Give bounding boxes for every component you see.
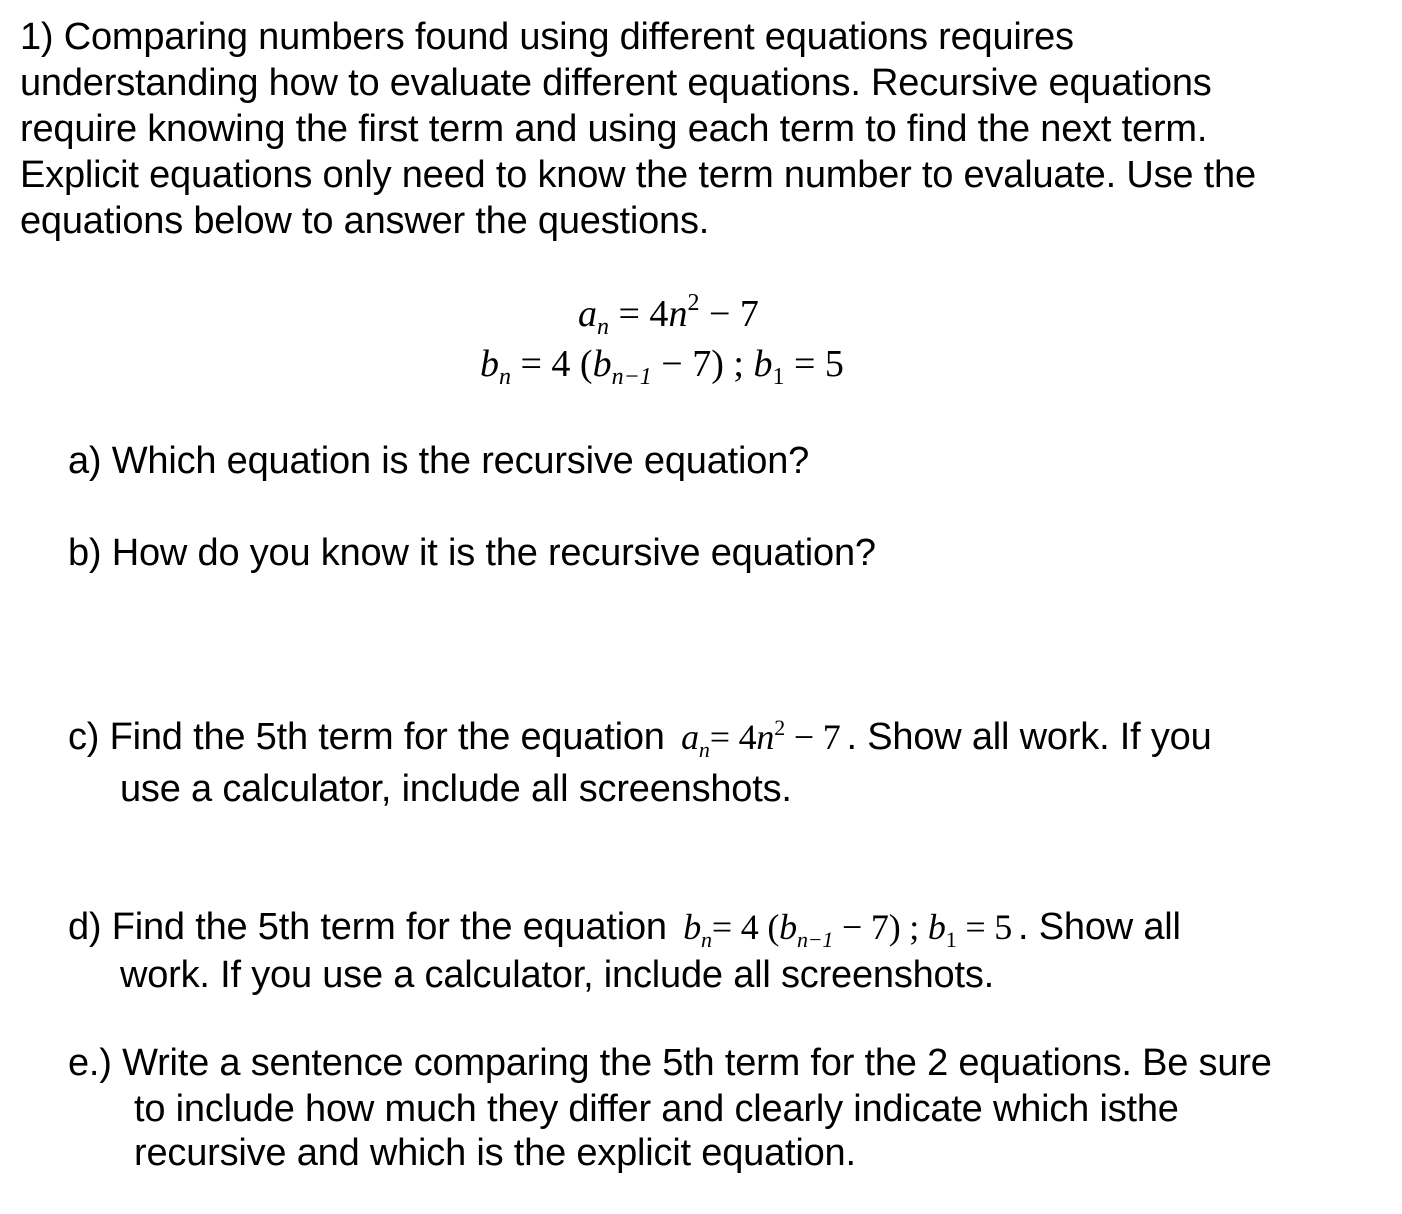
explicit-equation xyxy=(578,290,759,340)
eq-text: = 4 ( xyxy=(520,343,593,385)
eq-text: = 4 xyxy=(709,717,757,757)
intro-line: Explicit equations only need to know the term number to evaluate. Use the xyxy=(20,154,1256,196)
eq-text: − 7 xyxy=(785,717,841,757)
eq-text: = 4 ( xyxy=(711,907,780,947)
question-d xyxy=(68,904,1181,950)
question-b: b) How do you know it is the recursive equation? xyxy=(68,532,876,574)
inline-recursive-equation xyxy=(683,907,1013,952)
recursive-equation xyxy=(480,342,844,390)
eq-variable: b xyxy=(779,907,797,947)
eq-text: − 7 xyxy=(699,293,759,335)
question-d-line2: work. If you use a calculator, include all screenshots. xyxy=(120,954,995,996)
eq-subscript: n xyxy=(499,364,511,390)
question-e-line2: to include how much they differ and clearly indicate which isthe xyxy=(134,1088,1179,1130)
inline-explicit-equation xyxy=(681,715,841,762)
eq-variable: b xyxy=(753,343,773,385)
eq-subscript: n−1 xyxy=(611,364,652,390)
eq-subscript: n xyxy=(698,737,710,762)
eq-exponent: 2 xyxy=(687,290,700,316)
eq-variable: a xyxy=(578,293,597,335)
eq-text: = 5 xyxy=(956,907,1013,947)
question-d-text: d) Find the 5th term for the equation xyxy=(68,906,667,948)
eq-subscript: n−1 xyxy=(796,927,834,952)
intro-line: equations below to answer the questions. xyxy=(20,200,710,242)
eq-subscript: 1 xyxy=(945,927,957,952)
eq-subscript: n xyxy=(597,314,609,340)
question-c-line2: use a calculator, include all screenshots. xyxy=(120,768,792,810)
eq-variable: b xyxy=(683,907,702,947)
eq-text: − 7) ; xyxy=(833,907,928,947)
intro-paragraph xyxy=(20,14,1390,244)
eq-variable: b xyxy=(927,907,946,947)
eq-variable: n xyxy=(756,717,775,757)
question-e-line3: recursive and which is the explicit equation. xyxy=(134,1132,856,1174)
eq-variable: b xyxy=(592,343,612,385)
question-c-text: c) Find the 5th term for the equation xyxy=(68,716,665,758)
eq-variable: b xyxy=(480,343,499,385)
question-c xyxy=(68,714,1212,760)
question-e: e.) Write a sentence comparing the 5th term for the 2 equations. Be sure xyxy=(68,1042,1272,1084)
eq-variable: a xyxy=(681,717,699,757)
intro-line: require knowing the first term and using each term to find the next term. xyxy=(20,108,1208,150)
eq-exponent: 2 xyxy=(774,715,786,740)
intro-line: understanding how to evaluate different equations. Recursive equations xyxy=(20,62,1212,104)
question-d-text: . Show all xyxy=(1018,906,1181,948)
eq-subscript: n xyxy=(701,927,712,952)
question-a: a) Which equation is the recursive equation? xyxy=(68,440,810,482)
eq-text: − 7) ; xyxy=(651,343,754,385)
eq-text: = 4 xyxy=(618,293,669,335)
eq-subscript: 1 xyxy=(772,364,785,390)
eq-text: = 5 xyxy=(784,343,844,385)
intro-line: 1) Comparing numbers found using different equations requires xyxy=(20,16,1074,58)
eq-variable: n xyxy=(668,293,688,335)
question-c-text: . Show all work. If you xyxy=(846,716,1212,758)
